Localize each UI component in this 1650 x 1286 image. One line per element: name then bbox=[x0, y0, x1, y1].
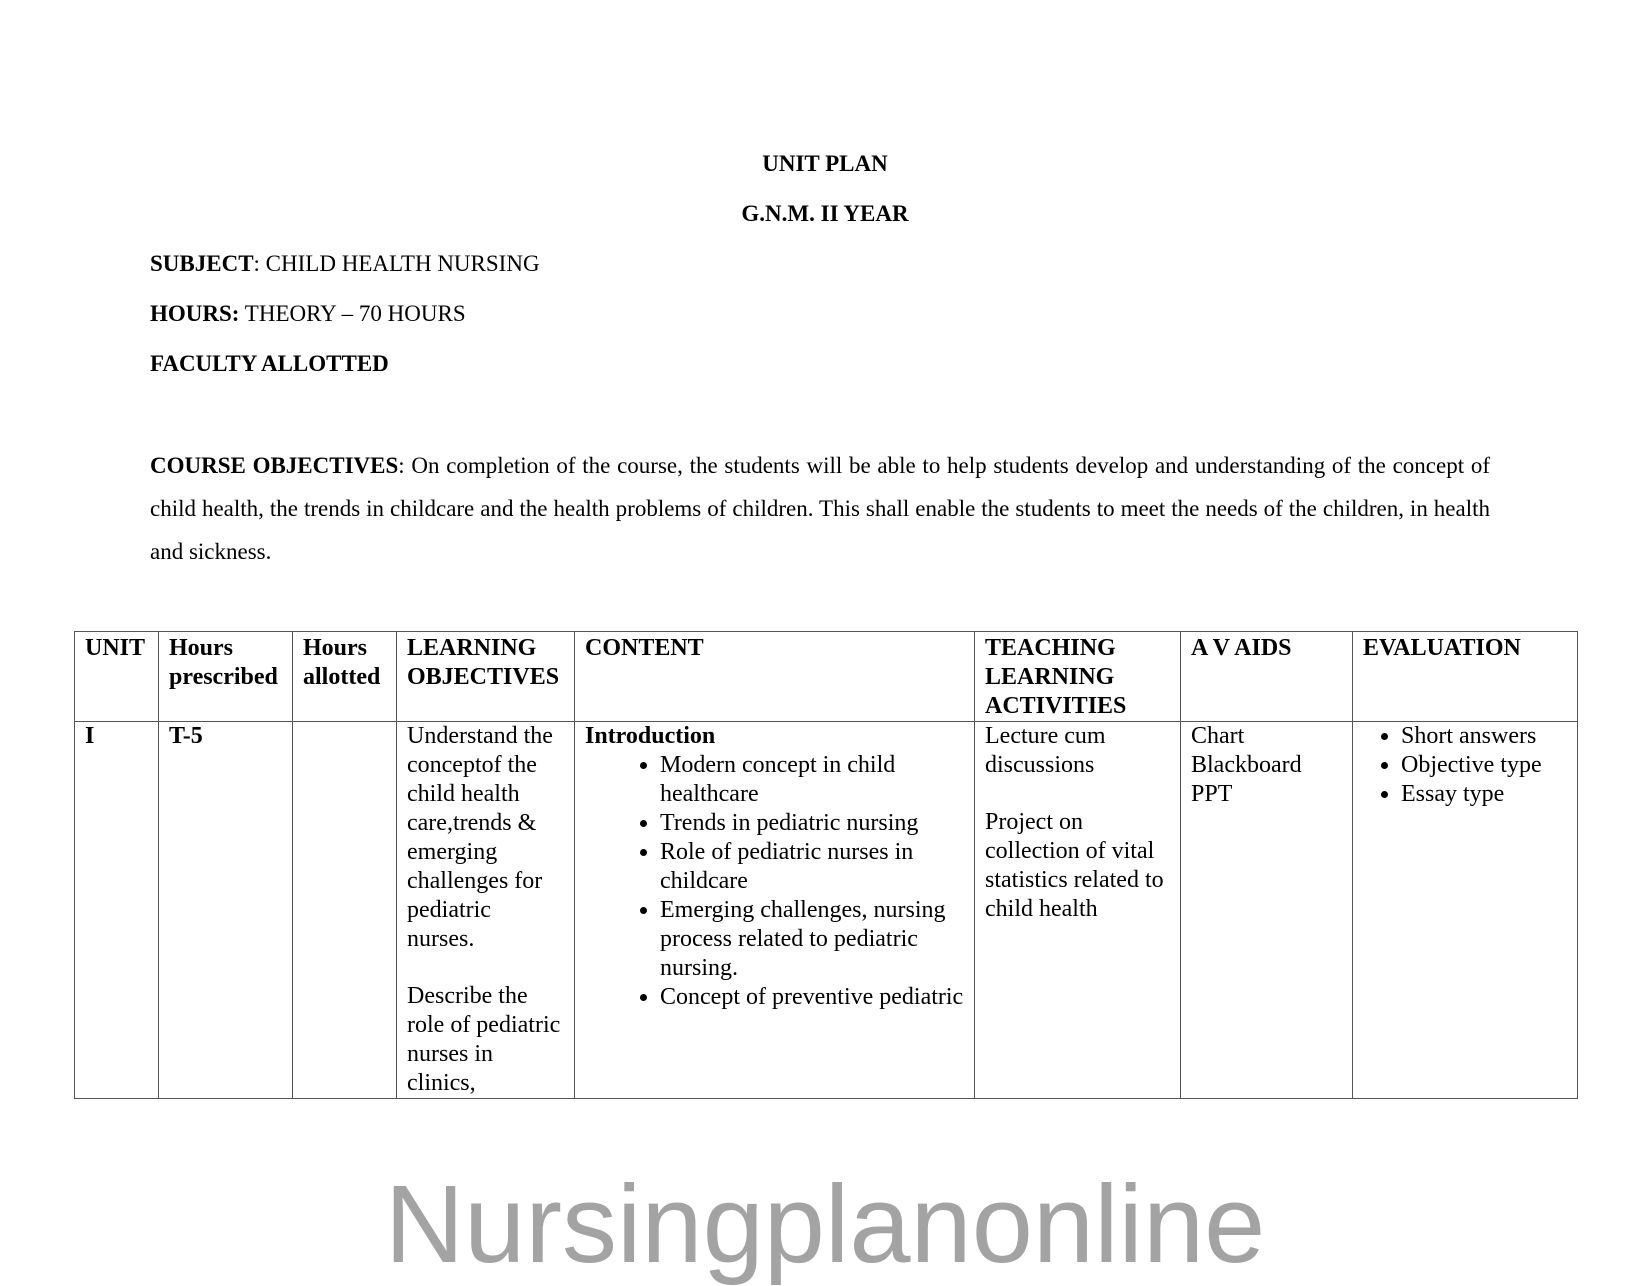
page-subtitle: G.N.M. II YEAR bbox=[741, 201, 909, 226]
hours-line bbox=[150, 301, 466, 327]
header-unit: UNIT bbox=[75, 632, 159, 722]
list-item: • Trends in pediatric nursing bbox=[660, 809, 964, 838]
table-row bbox=[75, 722, 1578, 1099]
header-content: CONTENT bbox=[575, 632, 975, 722]
list-item: • Modern concept in child healthcare bbox=[660, 751, 964, 809]
list-item: • Short answers bbox=[1401, 722, 1567, 751]
unit-plan-table bbox=[74, 631, 1578, 1099]
cell-learning-objectives bbox=[397, 722, 575, 1099]
faculty-line bbox=[150, 351, 389, 377]
list-item: • Essay type bbox=[1401, 780, 1567, 809]
header-hours-prescribed: Hours prescribed bbox=[159, 632, 293, 722]
course-objectives-label: COURSE OBJECTIVES bbox=[150, 453, 399, 478]
teaching-item: Project on collection of vital statistics related to child health bbox=[985, 809, 1164, 922]
cell-unit: I bbox=[75, 722, 159, 1099]
header-learning-objectives: LEARNING OBJECTIVES bbox=[397, 632, 575, 722]
content-title: Introduction bbox=[585, 723, 716, 749]
subject-value: : CHILD HEALTH NURSING bbox=[253, 251, 540, 276]
objective-item: Describe the role of pediatric nurses in clinics, bbox=[407, 983, 561, 1096]
content-list bbox=[585, 751, 964, 1012]
list-item: • Objective type bbox=[1401, 751, 1567, 780]
list-item: • Emerging challenges, nursing process related to pediatric nursing. bbox=[660, 896, 964, 983]
course-objectives-text: : On completion of the course, the students will be able to help students develop and understanding of the concept of child health, the trends in childcare and the health problems of children. This shall enable the students to meet the needs of the children, in health and sickness. bbox=[150, 453, 1490, 564]
hours-value: THEORY – 70 HOURS bbox=[239, 301, 466, 326]
header-teaching-learning-activities: TEACHING LEARNING ACTIVITIES bbox=[975, 632, 1181, 722]
cell-evaluation bbox=[1353, 722, 1578, 1099]
teaching-item: Lecture cum discussions bbox=[985, 723, 1106, 778]
header-hours-allotted: Hours allotted bbox=[293, 632, 397, 722]
hours-label: HOURS: bbox=[150, 301, 240, 326]
header-av-aids: A V AIDS bbox=[1181, 632, 1353, 722]
page-title: UNIT PLAN bbox=[762, 151, 888, 176]
table-header-row bbox=[75, 632, 1578, 722]
av-aid-item: PPT bbox=[1191, 781, 1233, 807]
av-aid-item: Chart bbox=[1191, 723, 1245, 749]
cell-teaching-learning-activities bbox=[975, 722, 1181, 1099]
watermark: Nursingplanonline bbox=[384, 1163, 1266, 1286]
cell-hours-prescribed: T-5 bbox=[159, 722, 293, 1099]
list-item: • Role of pediatric nurses in childcare bbox=[660, 838, 964, 896]
av-aid-item: Blackboard bbox=[1191, 752, 1302, 778]
subject-label: SUBJECT bbox=[150, 251, 254, 276]
cell-hours-allotted bbox=[293, 722, 397, 1099]
subject-line bbox=[150, 251, 540, 277]
evaluation-list bbox=[1363, 722, 1567, 809]
header-evaluation: EVALUATION bbox=[1353, 632, 1578, 722]
list-item: • Concept of preventive pediatric bbox=[660, 983, 964, 1012]
objective-item: Understand the conceptof the child health care,trends & emerging challenges for pediatric nurses. bbox=[407, 723, 553, 952]
cell-av-aids bbox=[1181, 722, 1353, 1099]
course-objectives bbox=[150, 444, 1490, 573]
cell-content bbox=[575, 722, 975, 1099]
faculty-label: FACULTY ALLOTTED bbox=[150, 351, 389, 376]
